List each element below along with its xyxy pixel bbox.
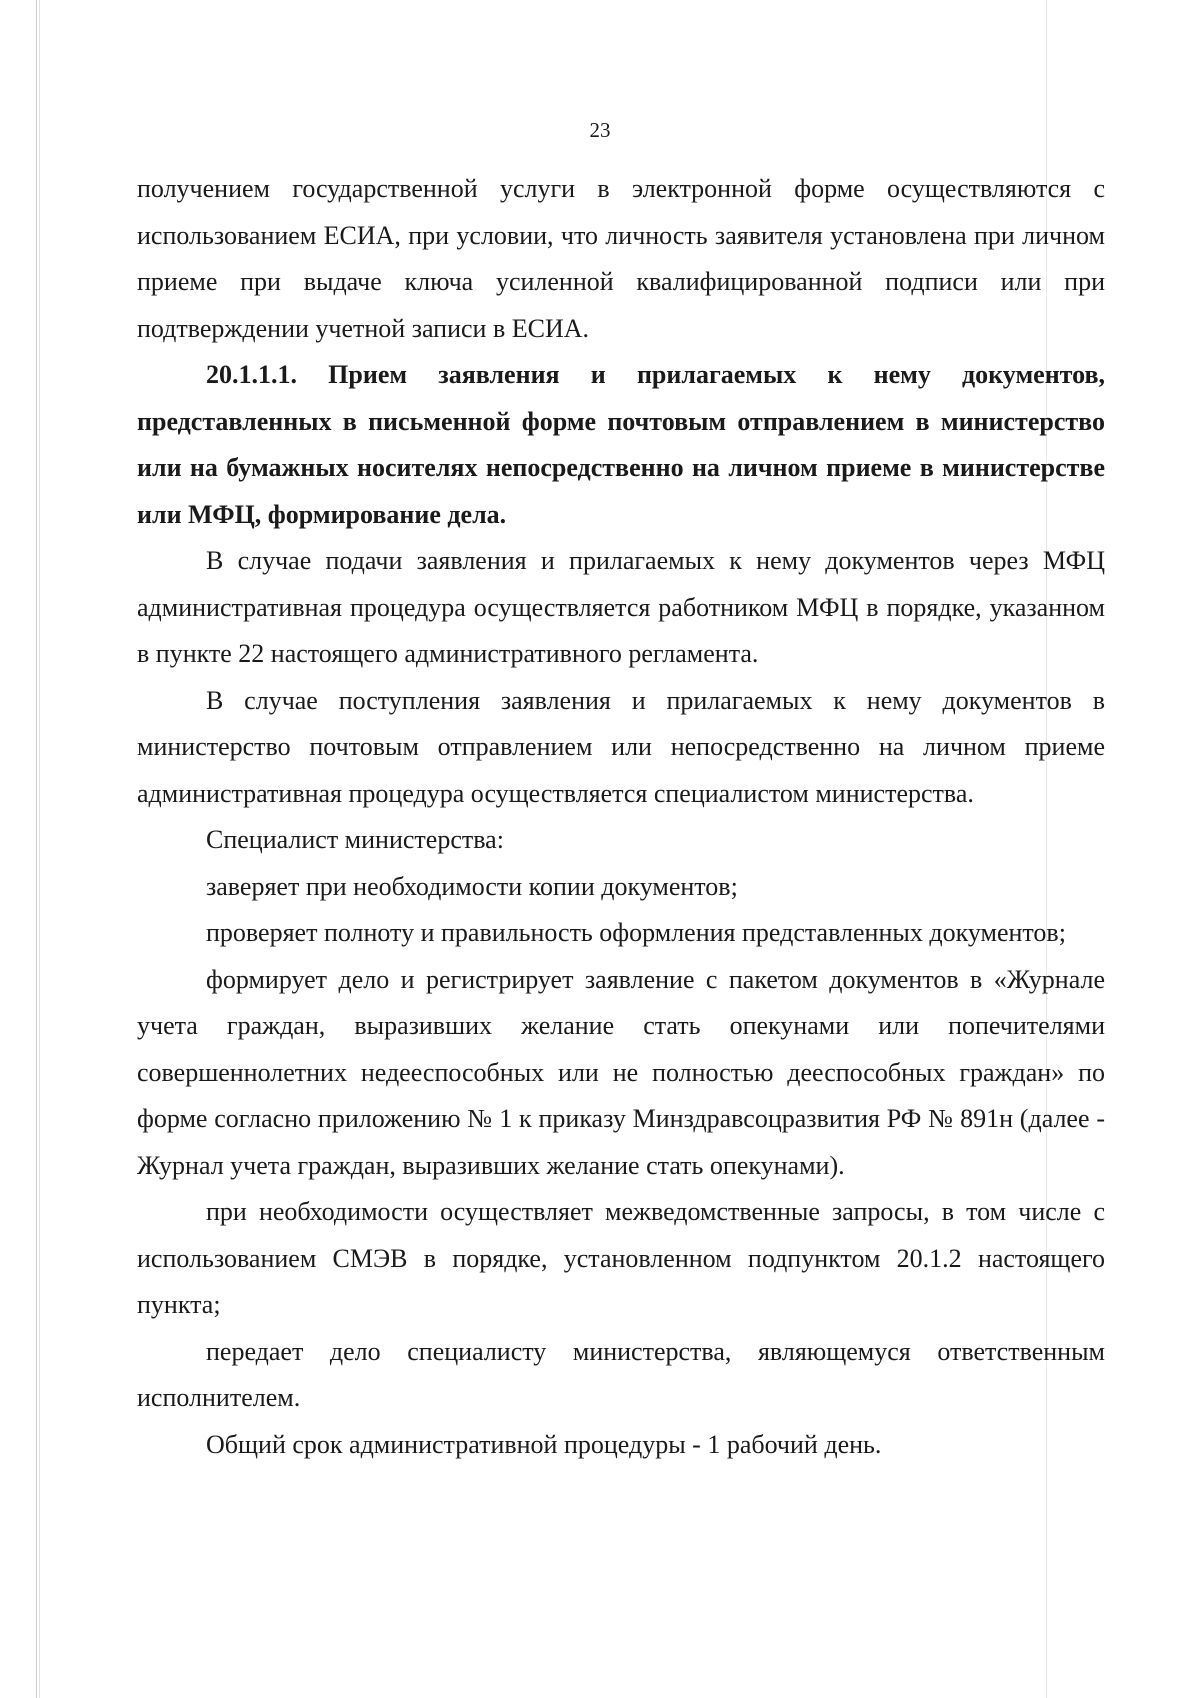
document-body (137, 166, 1105, 1468)
scan-edge-left-inner (39, 0, 40, 1698)
page-number: 23 (589, 118, 611, 142)
list-item-checks-completeness: проверяет полноту и правильность оформления представленных документов; (206, 918, 1066, 947)
section-heading-20-1-1-1: 20.1.1.1. Прием заявления и прилагаемых к нему документов, представленных в письменной форме почтовым отправлением в министерство или на бумажных носителях непосредственно на личном приеме в министерстве или МФЦ, формирование дела. (137, 360, 1105, 529)
list-item-transfers-case: передает дело специалисту министерства, являющемуся ответственным исполнителем. (137, 1336, 1105, 1412)
paragraph-continuation: получением государственной услуги в электронной форме осуществляются с использованием ЕСИА, при условии, что личность заявителя установлена при личном приеме при выдаче ключа усиленной квалифицированной подписи или при подтверждении учетной записи в ЕСИА. (137, 174, 1105, 343)
paragraph-ministry-submission: В случае поступления заявления и прилагаемых к нему документов в министерство почтовым отправлением или непосредственно на личном приеме административная процедура осуществляется специалистом министерства. (137, 685, 1105, 808)
list-item-forms-case: формирует дело и регистрирует заявление с пакетом документов в «Журнале учета граждан, выразивших желание стать опекунами или попечителями совершеннолетних недееспособных или не полностью дееспособных граждан» по форме согласно приложению № 1 к приказу Минздравсоцразвития РФ № 891н (далее - Журнал учета граждан, выразивших желание стать опекунами). (137, 964, 1105, 1180)
paragraph-total-duration: Общий срок административной процедуры - 1 рабочий день. (206, 1429, 882, 1459)
scan-edge-left (36, 0, 37, 1698)
list-item-interagency-requests: при необходимости осуществляет межведомственные запросы, в том числе с использованием СМЭВ в порядке, установленном подпунктом 20.1.2 настоящего пункта; (137, 1197, 1105, 1319)
paragraph-specialist-intro: Специалист министерства: (206, 825, 504, 854)
paragraph-mfc-submission: В случае подачи заявления и прилагаемых к нему документов через МФЦ административная процедура осуществляется работником МФЦ в порядке, указанном в пункте 22 настоящего административного регламента. (137, 546, 1105, 668)
list-item-certifies-copies: заверяет при необходимости копии документов; (206, 871, 738, 901)
